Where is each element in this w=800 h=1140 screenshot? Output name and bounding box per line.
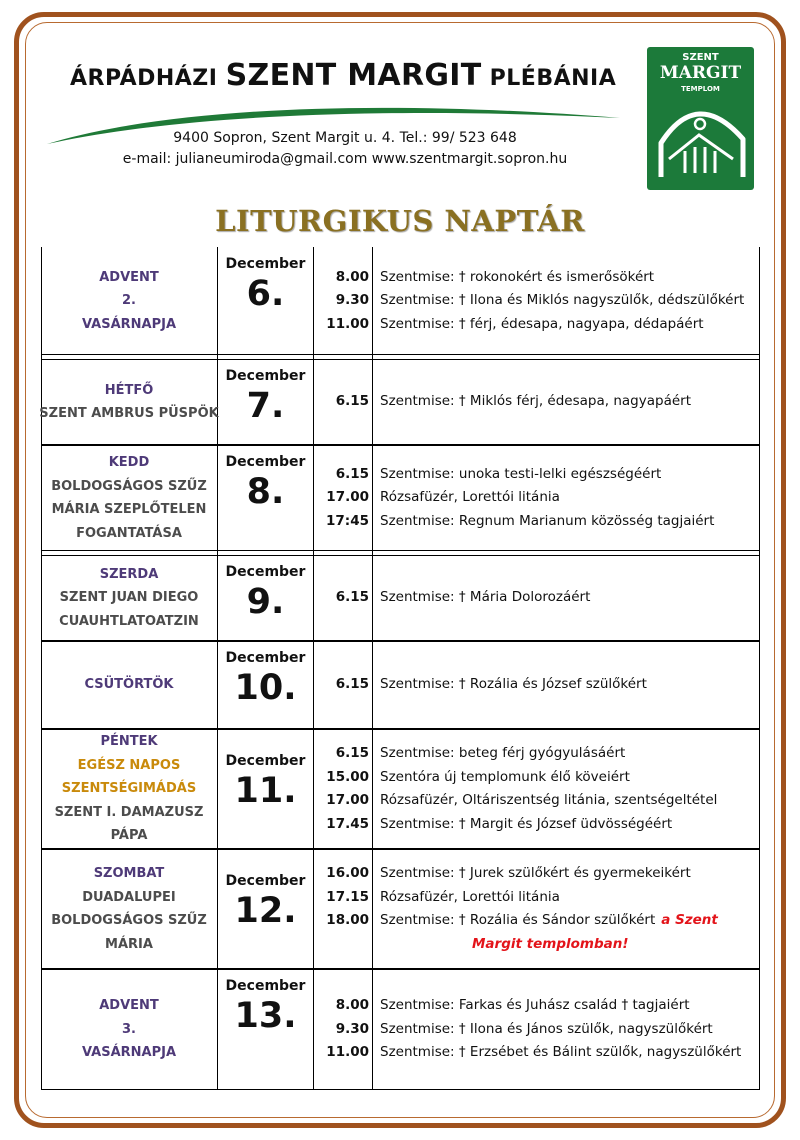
day-number: 10.	[234, 668, 297, 708]
time-cell	[314, 729, 371, 849]
liturgical-day-line: SZOMBAT	[93, 866, 165, 881]
event-text: Szentmise: unoka testi-lelki egészségéért	[380, 465, 662, 482]
date-cell	[218, 969, 313, 1090]
event-time: 17.45	[326, 815, 369, 832]
month-label: December	[225, 256, 306, 272]
calendar-row	[41, 445, 760, 551]
event-time: 6.15	[335, 589, 369, 606]
calendar-row	[41, 969, 760, 1090]
event-description	[380, 742, 758, 766]
month-label: December	[225, 978, 306, 994]
liturgical-day-line: CSÜTÖRTÖK	[84, 677, 174, 693]
liturgical-day-cell	[41, 849, 217, 969]
liturgical-day-line: ADVENT	[99, 998, 159, 1014]
event-description	[380, 486, 758, 510]
church-icon	[647, 47, 754, 190]
month-label: December	[225, 564, 306, 580]
event-text: Szentmise: † rokonokért és ismerősökért	[380, 268, 655, 285]
event-cell	[380, 969, 758, 1090]
liturgical-day-line: HÉTFŐ	[104, 382, 154, 398]
liturgical-day-line: DUADALUPEI	[82, 889, 176, 905]
liturgical-day-line: 3.	[122, 1021, 136, 1037]
time-cell	[314, 641, 371, 729]
liturgical-day-cell	[41, 247, 217, 355]
event-text: Szentmise: † Rozália és Sándor szülőkért	[380, 912, 656, 928]
liturgical-day-cell	[41, 555, 217, 641]
time-cell	[314, 359, 371, 445]
day-number: 11.	[234, 771, 297, 811]
event-description	[380, 909, 758, 933]
event-text: Szentmise: beteg férj gyógyulásáért	[380, 745, 626, 761]
liturgical-day-cell	[41, 359, 217, 445]
event-text: Szentmise: † Ilona és János szülők, nagyszülőkért	[380, 1020, 713, 1037]
event-text: Szentmise: † Rozália és József szülőkért	[380, 676, 647, 693]
event-description	[380, 813, 758, 837]
event-text: Szentmise: † Margit és József üdvösségéért	[380, 815, 673, 832]
liturgical-day-line: 2.	[122, 293, 136, 309]
event-description	[380, 673, 758, 697]
event-time: 8.00	[335, 268, 369, 285]
month-label: December	[225, 650, 306, 666]
time-cell	[314, 247, 371, 355]
liturgical-day-line: ADVENT	[99, 269, 159, 285]
event-text: Szentmise: † Jurek szülőkért és gyermekeikért	[380, 865, 691, 881]
event-time: 6.15	[335, 393, 369, 410]
event-description	[380, 313, 758, 337]
liturgical-day-line: CUAUHTLATOATZIN	[59, 613, 199, 629]
date-cell	[218, 555, 313, 641]
logo-text-1: SZENT	[682, 52, 719, 63]
title-main: SZENT MARGIT	[225, 58, 482, 93]
liturgical-day-line: BOLDOGSÁGOS SZŰZ	[51, 478, 207, 494]
event-time: 9.30	[335, 1020, 369, 1037]
calendar-table	[41, 247, 760, 1090]
event-time: 6.15	[335, 676, 369, 693]
event-time: 6.15	[335, 465, 369, 482]
event-time	[314, 933, 371, 957]
liturgical-day-line: KEDD	[108, 455, 150, 470]
event-description	[380, 862, 758, 886]
event-time: 18.00	[326, 912, 369, 928]
liturgical-day-cell	[41, 641, 217, 729]
calendar-row	[41, 359, 760, 445]
liturgical-day-line: EGÉSZ NAPOS	[77, 757, 181, 773]
event-description	[380, 994, 758, 1018]
event-cell	[380, 359, 758, 445]
calendar-heading: LITURGIKUS NAPTÁR	[215, 204, 585, 238]
event-description	[380, 266, 758, 290]
time-cell	[314, 849, 371, 969]
liturgical-day-line: PÉNTEK	[100, 734, 158, 750]
calendar-row	[41, 247, 760, 355]
event-text: Szentmise: † férj, édesapa, nagyapa, dédapáért	[380, 315, 704, 332]
parish-contact: e-mail: julianeumiroda@gmail.com www.szentmargit.sopron.hu	[122, 151, 568, 167]
day-number: 7.	[246, 386, 285, 426]
event-description	[380, 390, 758, 414]
event-text: Szentmise: † Erzsébet és Bálint szülők, nagyszülőkért	[380, 1044, 742, 1061]
liturgical-day-line: VASÁRNAPJA	[81, 1045, 177, 1061]
event-text: Szentóra új templomunk élő köveiért	[380, 768, 630, 785]
month-label: December	[225, 454, 306, 470]
event-time: 17.00	[326, 792, 369, 808]
time-cell	[314, 969, 371, 1090]
event-description	[380, 510, 758, 534]
liturgical-day-line: SZENT JUAN DIEGO	[59, 590, 199, 606]
event-time: 17.15	[326, 888, 369, 905]
liturgical-day-line: SZENTSÉGIMÁDÁS	[61, 781, 197, 797]
date-cell	[218, 359, 313, 445]
calendar-row	[41, 555, 760, 641]
event-cell	[380, 641, 758, 729]
event-text: Rózsafüzér, Oltáriszentség litánia, szentségeltétel	[380, 792, 718, 808]
event-description	[380, 789, 758, 813]
calendar-row	[41, 729, 760, 849]
event-description	[380, 1018, 758, 1042]
month-label: December	[225, 753, 306, 769]
liturgical-day-line: SZENT I. DAMAZUSZ	[54, 804, 204, 820]
time-cell	[314, 555, 371, 641]
event-time: 17:45	[326, 512, 369, 529]
church-logo	[647, 47, 754, 190]
event-description	[380, 586, 758, 610]
event-text: Szentmise: Regnum Marianum közösség tagjaiért	[380, 512, 715, 529]
title-suffix: PLÉBÁNIA	[481, 66, 617, 91]
day-number: 13.	[234, 996, 297, 1036]
month-label: December	[225, 873, 306, 889]
date-cell	[218, 445, 313, 551]
date-cell	[218, 641, 313, 729]
liturgical-day-cell	[41, 729, 217, 849]
day-number: 6.	[246, 274, 285, 314]
event-text: Rózsafüzér, Lorettói litánia	[380, 489, 560, 506]
event-cell	[380, 849, 758, 969]
event-time: 9.30	[335, 292, 369, 309]
liturgical-day-line: FOGANTATÁSA	[76, 525, 182, 541]
event-time: 15.00	[326, 768, 369, 785]
logo-text-2: MARGIT	[659, 63, 742, 83]
event-text: Szentmise: † Miklós férj, édesapa, nagyapáért	[380, 393, 691, 410]
calendar-row	[41, 641, 760, 729]
event-cell	[380, 555, 758, 641]
liturgical-day-cell	[41, 969, 217, 1090]
event-description	[380, 289, 758, 313]
day-number: 8.	[246, 472, 285, 512]
liturgical-day-line: SZENT AMBRUS PÜSPÖK	[39, 406, 219, 421]
liturgical-day-line: SZERDA	[99, 566, 159, 582]
event-note: Margit templomban!	[472, 935, 629, 952]
event-description	[380, 1041, 758, 1065]
event-time: 17.00	[326, 489, 369, 506]
liturgical-day-line: VASÁRNAPJA	[81, 316, 177, 332]
event-time: 11.00	[326, 1044, 369, 1061]
calendar-row	[41, 849, 760, 969]
date-cell	[218, 729, 313, 849]
date-cell	[218, 849, 313, 969]
time-cell	[314, 445, 371, 551]
event-time: 8.00	[335, 997, 369, 1014]
event-description	[380, 766, 758, 790]
month-label: December	[225, 368, 306, 384]
event-cell	[380, 247, 758, 355]
event-note: a Szent	[661, 912, 718, 928]
event-description	[380, 886, 758, 910]
event-cell	[380, 445, 758, 551]
day-number: 9.	[246, 582, 285, 622]
liturgical-day-line: BOLDOGSÁGOS SZŰZ	[51, 913, 207, 928]
parish-title	[70, 58, 615, 93]
logo-text-3: TEMPLOM	[681, 85, 720, 93]
event-text: Szentmise: † Mária Dolorozáért	[380, 589, 591, 606]
event-text: Szentmise: Farkas és Juhász család † tagjaiért	[380, 997, 690, 1014]
date-cell	[218, 247, 313, 355]
event-time: 16.00	[326, 865, 369, 881]
liturgical-day-line: PÁPA	[110, 828, 148, 844]
liturgical-day-cell	[41, 445, 217, 551]
event-description	[380, 463, 758, 487]
event-cell	[380, 729, 758, 849]
event-time: 11.00	[326, 315, 369, 332]
day-number: 12.	[234, 891, 297, 931]
event-description	[380, 933, 758, 957]
parish-address: 9400 Sopron, Szent Margit u. 4. Tel.: 99/ 523 648	[173, 130, 517, 146]
liturgical-day-line: MÁRIA SZEPLŐTELEN	[51, 502, 207, 517]
liturgical-day-line: MÁRIA	[105, 936, 153, 952]
event-text: Szentmise: † Ilona és Miklós nagyszülők, dédszülőkért	[380, 292, 745, 309]
event-time: 6.15	[335, 745, 369, 761]
event-text: Rózsafüzér, Lorettói litánia	[380, 888, 560, 905]
title-prefix: ÁRPÁDHÁZI	[70, 66, 226, 91]
